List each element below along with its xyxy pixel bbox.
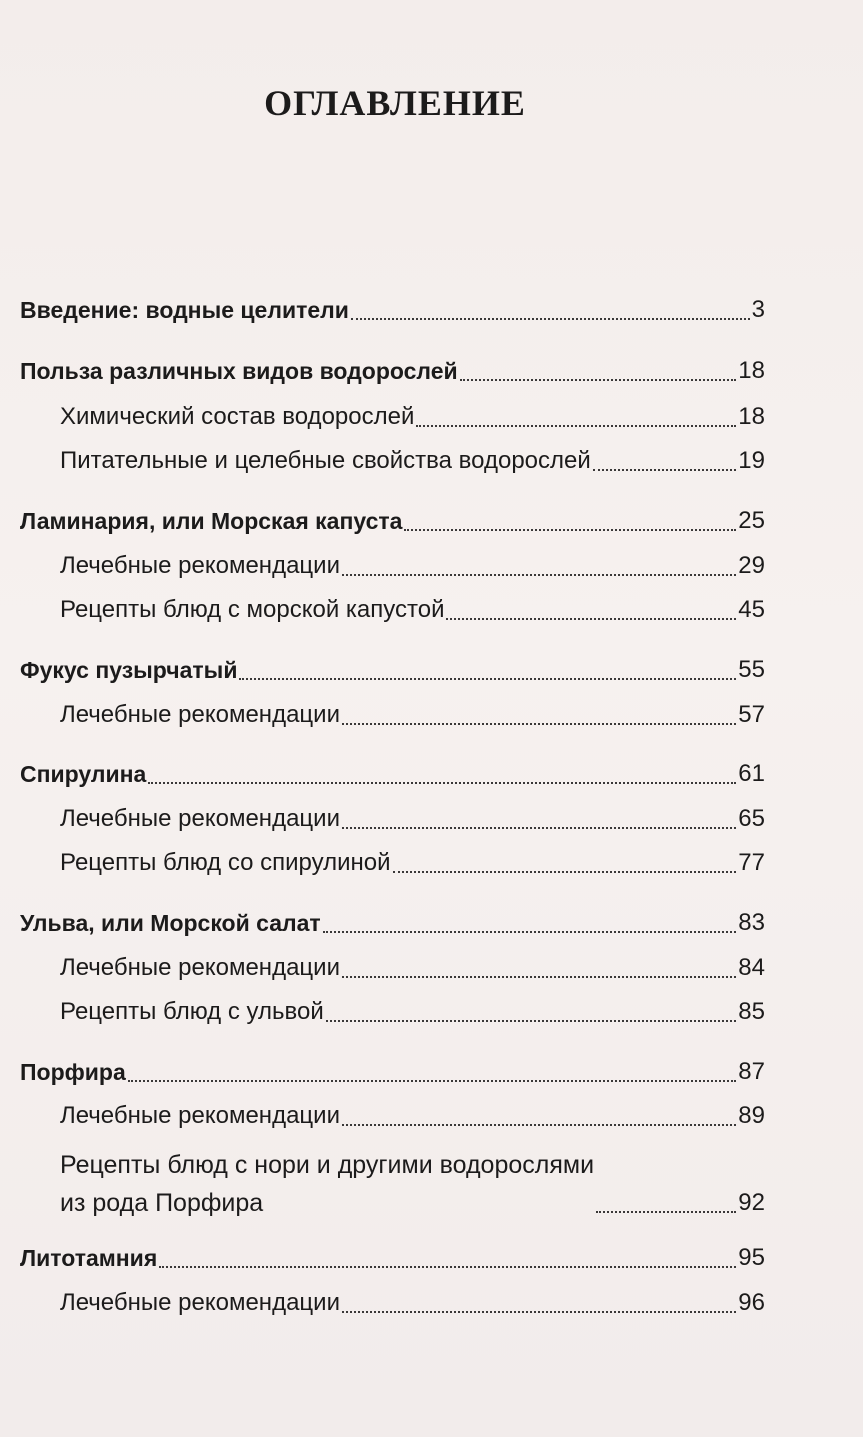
toc-page-number: 65 bbox=[738, 805, 765, 832]
toc-entry[interactable] bbox=[20, 356, 765, 386]
leader-dots bbox=[148, 782, 736, 784]
toc-entry-label: Введение: водные целители bbox=[20, 297, 349, 323]
toc-page-number: 96 bbox=[738, 1289, 765, 1316]
leader-dots bbox=[342, 574, 736, 576]
leader-dots bbox=[393, 871, 737, 873]
toc-entry[interactable] bbox=[60, 804, 765, 834]
leader-dots bbox=[342, 1311, 736, 1313]
toc-entry-label: Ульва, или Морской салат bbox=[20, 910, 321, 936]
toc-entry[interactable] bbox=[20, 655, 765, 685]
leader-dots bbox=[128, 1080, 737, 1082]
leader-dots bbox=[404, 529, 736, 531]
toc-entry-label: Рецепты блюд с морской капустой bbox=[60, 596, 445, 623]
toc-page-number: 77 bbox=[738, 849, 765, 876]
leader-dots bbox=[593, 469, 737, 471]
toc-entry[interactable] bbox=[60, 1146, 765, 1222]
toc-page-number: 89 bbox=[738, 1102, 765, 1129]
leader-dots bbox=[159, 1266, 736, 1268]
leader-dots bbox=[326, 1020, 737, 1022]
toc-entry-label: Рецепты блюд со спирулиной bbox=[60, 849, 391, 876]
toc-page-number: 3 bbox=[751, 296, 765, 323]
toc-entry[interactable] bbox=[60, 402, 765, 432]
toc-page-number: 87 bbox=[738, 1058, 765, 1085]
toc-entry[interactable] bbox=[60, 848, 765, 878]
toc-page-number: 61 bbox=[738, 760, 765, 787]
toc-entry-label: Литотамния bbox=[20, 1245, 158, 1271]
toc-entry[interactable] bbox=[60, 446, 765, 476]
toc-entry-label: Рецепты блюд с ульвой bbox=[60, 998, 324, 1025]
toc-entry[interactable] bbox=[60, 1101, 765, 1131]
toc-entry-label: Питательные и целебные свойства водорослей bbox=[60, 447, 591, 474]
toc-entry[interactable] bbox=[60, 700, 765, 730]
toc-entry-label: Ламинария, или Морская капуста bbox=[20, 508, 403, 534]
toc-entry-label: Лечебные рекомендации bbox=[60, 805, 340, 832]
toc-entry[interactable] bbox=[60, 595, 765, 625]
leader-dots bbox=[446, 618, 736, 620]
toc-entry-label: Спирулина bbox=[20, 761, 147, 787]
toc-page-number: 19 bbox=[738, 447, 765, 474]
leader-dots bbox=[323, 931, 737, 933]
toc-entry[interactable] bbox=[60, 953, 765, 983]
toc-entry[interactable] bbox=[20, 1057, 765, 1087]
toc-entry-label: Лечебные рекомендации bbox=[60, 552, 340, 579]
toc-entry-label bbox=[60, 1146, 594, 1222]
leader-dots bbox=[342, 723, 736, 725]
toc-entry-label: Порфира bbox=[20, 1059, 126, 1085]
toc-page-number: 83 bbox=[738, 909, 765, 936]
toc-page-number: 25 bbox=[738, 507, 765, 534]
toc-page-number: 45 bbox=[738, 596, 765, 623]
toc-entry-label: Польза различных видов водорослей bbox=[20, 358, 458, 384]
leader-dots bbox=[351, 318, 750, 320]
leader-dots bbox=[596, 1211, 736, 1213]
toc-entry-label-line: из рода Порфира bbox=[60, 1189, 264, 1217]
toc-entry[interactable] bbox=[60, 997, 765, 1027]
toc-page-number: 84 bbox=[738, 954, 765, 981]
toc-entry[interactable] bbox=[20, 506, 765, 536]
leader-dots bbox=[342, 827, 736, 829]
leader-dots bbox=[342, 976, 736, 978]
toc-entry[interactable] bbox=[60, 551, 765, 581]
toc-entry-label: Лечебные рекомендации bbox=[60, 954, 340, 981]
toc-entry[interactable] bbox=[20, 759, 765, 789]
toc-page-number: 92 bbox=[738, 1189, 765, 1216]
toc-entry[interactable] bbox=[60, 1288, 765, 1318]
toc-entry-label-line: Рецепты блюд с нори и другими водорослями bbox=[60, 1151, 595, 1179]
leader-dots bbox=[342, 1124, 736, 1126]
toc-entry[interactable] bbox=[20, 908, 765, 938]
toc-page-number: 57 bbox=[738, 701, 765, 728]
leader-dots bbox=[239, 678, 736, 680]
toc-entry[interactable] bbox=[20, 1243, 765, 1273]
toc-page-number: 85 bbox=[738, 998, 765, 1025]
toc-page-number: 95 bbox=[738, 1244, 765, 1271]
toc-page-number: 29 bbox=[738, 552, 765, 579]
toc-entry-label: Фукус пузырчатый bbox=[20, 657, 238, 683]
toc-entry-label: Химический состав водорослей bbox=[60, 403, 415, 430]
toc-page-number: 55 bbox=[738, 656, 765, 683]
leader-dots bbox=[416, 425, 736, 427]
toc-entry[interactable] bbox=[20, 295, 765, 325]
toc-entry-label: Лечебные рекомендации bbox=[60, 1102, 340, 1129]
toc-entry-label: Лечебные рекомендации bbox=[60, 1289, 340, 1316]
toc-page-number: 18 bbox=[738, 403, 765, 430]
page-title: ОГЛАВЛЕНИЕ bbox=[264, 83, 526, 123]
leader-dots bbox=[460, 379, 737, 381]
toc-entry-label: Лечебные рекомендации bbox=[60, 701, 340, 728]
toc-page-number: 18 bbox=[738, 357, 765, 384]
